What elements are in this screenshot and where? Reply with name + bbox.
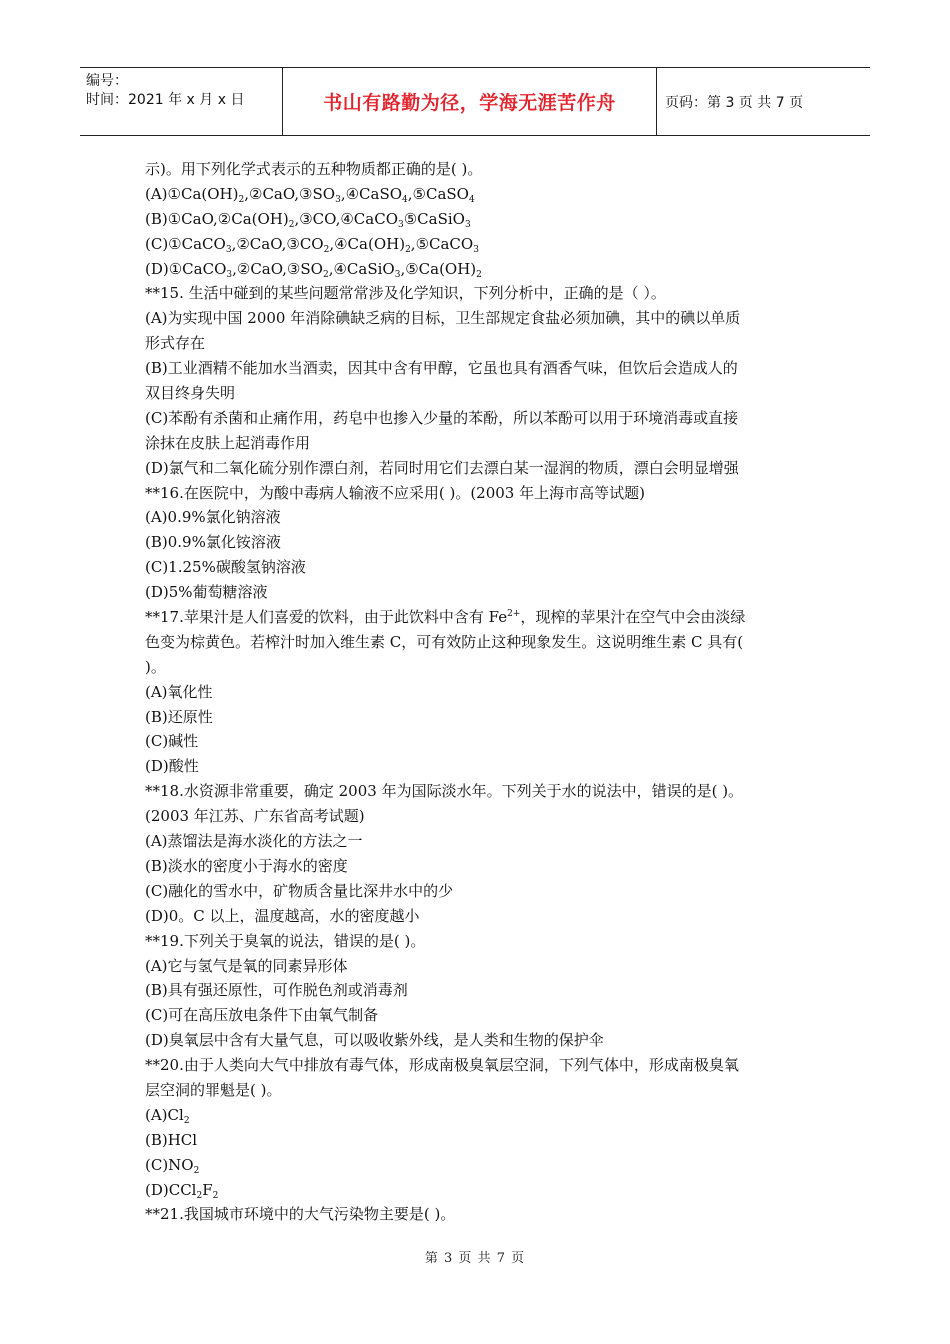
text-line: **19.下列关于臭氧的说法，错误的是( )。 — [145, 931, 426, 950]
text-line: **16.在医院中，为酸中毒病人输液不应采用( )。(2003 年上海市高等试题) — [145, 483, 645, 502]
text-line: $(C)①CaCO_3,②CaO,③CO_2,④Ca(OH)_2,⑤CaCO_3$ — [145, 234, 479, 255]
text-line: (B)0.9%氯化铵溶液 — [145, 533, 281, 552]
text-line: (A)它与氢气是氧的同素异形体 — [145, 956, 348, 975]
text-line: 色变为棕黄色。若榨汁时加入维生素 C，可有效防止这种现象发生。这说明维生素 C 具有( — [145, 632, 744, 651]
text-line: $(D)CCl_2F_2$ — [145, 1180, 219, 1201]
text-line: (B)HCl — [145, 1130, 198, 1149]
text-line: 层空洞的罪魁是( )。 — [145, 1080, 282, 1099]
text-line: 形式存在 — [145, 334, 206, 353]
text-line: (C)可在高压放电条件下由氧气制备 — [145, 1006, 379, 1025]
text-line: (C)苯酚有杀菌和止痛作用，药皂中也掺入少量的苯酚，所以苯酚可以用于环境消毒或直接 — [145, 408, 739, 427]
text-line: 示)。用下列化学式表示的五种物质都正确的是( )。 — [145, 160, 483, 178]
text-line: (A)氧化性 — [145, 682, 213, 701]
text-line: (D)氯气和二氧化硫分别作漂白剂，若同时用它们去漂白某一湿润的物质，漂白会明显增强 — [145, 458, 739, 477]
text-line: **21.我国城市环境中的大气污染物主要是( )。 — [145, 1205, 456, 1224]
text-line: (B)淡水的密度小于海水的密度 — [145, 856, 348, 875]
date-label: 时间：2021 年 x 月 x 日 — [86, 92, 245, 108]
text-line: (C)融化的雪水中，矿物质含量比深井水中的少 — [145, 881, 454, 900]
text-line: (A)为实现中国 2000 年消除碘缺乏病的目标，卫生部规定食盐必须加碘，其中的碘以单质 — [145, 309, 741, 328]
page-header — [80, 67, 870, 136]
text-line: $(A)①Ca(OH)_2,②CaO,③SO_3,④CaSO_4,⑤CaSO_4$ — [145, 184, 475, 205]
text-line: (C)碱性 — [145, 732, 199, 751]
text-line: 双目终身失明 — [145, 384, 236, 403]
text-line: (2003 年江苏、广东省高考试题) — [145, 807, 365, 826]
text-line: $(B)①CaO,②Ca(OH)_2,③CO,④CaCO_3⑤CaSiO_3$ — [145, 209, 471, 230]
text-line: (A)蒸馏法是海水淡化的方法之一 — [145, 832, 363, 851]
text-line: $(D)①CaCO_3,②CaO,③SO_2,④CaSiO_3,⑤Ca(OH)_2$ — [145, 259, 482, 280]
text-line: (D)酸性 — [145, 757, 199, 776]
text-line: **18.水资源非常重要，确定 2003 年为国际淡水年。下列关于水的说法中，错误的是( )。 — [145, 782, 744, 801]
document-body — [145, 157, 810, 1227]
text-line: (B)具有强还原性，可作脱色剂或消毒剂 — [145, 981, 408, 1000]
text-line: (B)还原性 — [145, 707, 213, 726]
text-line: )。 — [145, 657, 166, 676]
header-page-label: 页码：第 3 页 共 7 页 — [665, 94, 804, 111]
text-line: $(C)NO_2$ — [145, 1155, 200, 1176]
text-line: **17.苹果汁是人们喜爱的饮料，由于此饮料中含有 $Fe^{2+}$，现榨的苹果汁在空气中会由淡绿 — [145, 608, 746, 627]
text-line: (D)0。C 以上，温度越高，水的密度越小 — [145, 906, 420, 925]
text-line: $(A)Cl_2$ — [145, 1105, 190, 1126]
text-line: 涂抹在皮肤上起消毒作用 — [145, 433, 311, 452]
text-line: **20.由于人类向大气中排放有毒气体，形成南极臭氧层空洞，下列气体中，形成南极臭氧 — [145, 1056, 739, 1075]
text-line: (D)臭氧层中含有大量气息，可以吸收紫外线，是人类和生物的保护伞 — [145, 1031, 604, 1050]
page-footer: 第 3 页 共 7 页 — [424, 1251, 526, 1266]
header-motto: 书山有路勤为径，学海无涯苦作舟 — [283, 68, 657, 135]
header-info-cell — [80, 68, 283, 135]
text-line: (C)1.25%碳酸氢钠溶液 — [145, 558, 306, 577]
number-label: 编号： — [86, 73, 128, 89]
text-line: (D)5%葡萄糖溶液 — [145, 583, 268, 602]
text-line: (A)0.9%氯化钠溶液 — [145, 508, 281, 527]
text-line: (B)工业酒精不能加水当酒卖，因其中含有甲醇，它虽也具有酒香气味，但饮后会造成人的 — [145, 359, 738, 378]
text-line: **15. 生活中碰到的某些问题常常涉及化学知识，下列分析中，正确的是（ ）。 — [145, 284, 666, 303]
